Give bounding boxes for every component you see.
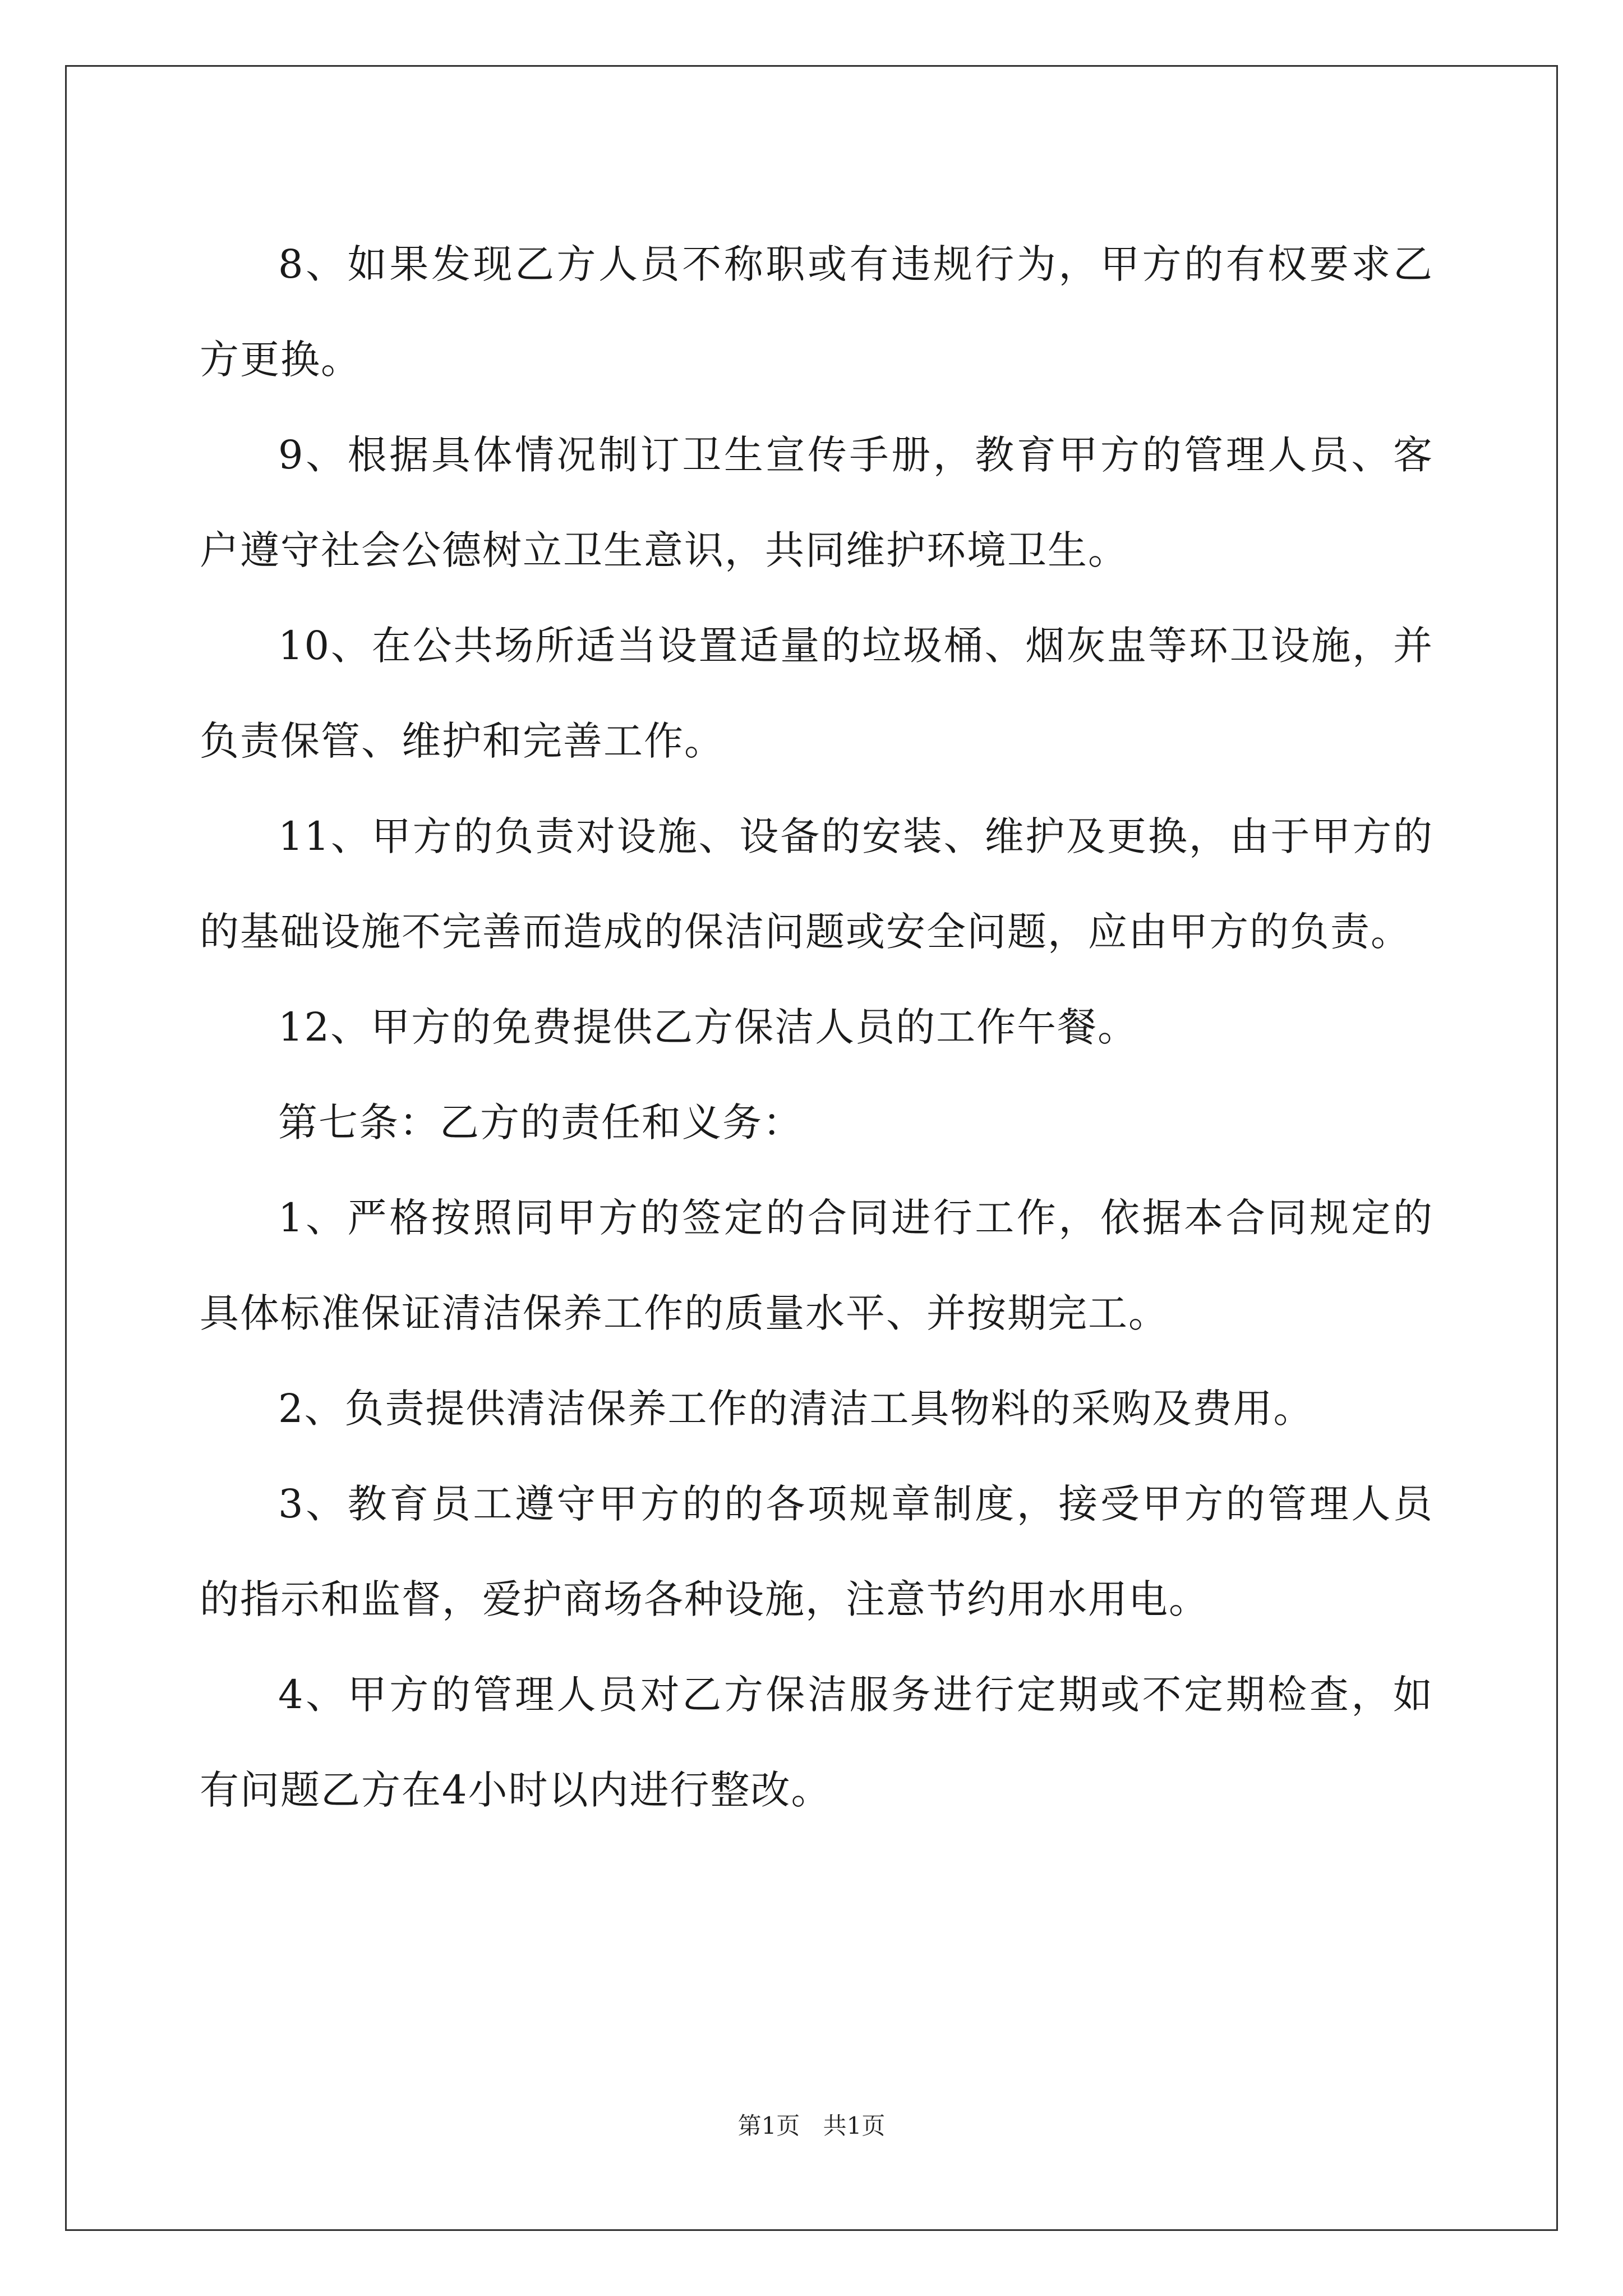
page-footer: [0, 2109, 1623, 2143]
paragraph-duty-1: 1、严格按照同甲方的签定的合同进行工作，依据本合同规定的具体标准保证清洁保养工作的质量水平、并按期完工。: [200, 1195, 1433, 1336]
paragraph-duty-3: 3、教育员工遵守甲方的的各项规章制度，接受甲方的管理人员的指示和监督，爱护商场各种设施，注意节约用水用电。: [200, 1481, 1433, 1622]
paragraph-clause-11: 11、甲方的负责对设施、设备的安装、维护及更换，由于甲方的的基础设施不完善而造成的保洁问题或安全问题，应由甲方的负责。: [200, 813, 1433, 955]
section-heading-article-7: 第七条：乙方的责任和义务：: [278, 1099, 803, 1145]
paragraph-clause-10: 10、在公共场所适当设置适量的垃圾桶、烟灰盅等环卫设施，并负责保管、维护和完善工作。: [200, 623, 1433, 764]
paragraph-clause-8: 8、如果发现乙方人员不称职或有违规行为，甲方的有权要求乙方更换。: [200, 241, 1433, 383]
document-body: [200, 217, 1433, 1838]
paragraph-clause-9: 9、根据具体情况制订卫生宣传手册，教育甲方的管理人员、客户遵守社会公德树立卫生意识，共同维护环境卫生。: [200, 432, 1433, 573]
page-number: 第1页: [737, 2112, 800, 2139]
paragraph-duty-4: 4、甲方的管理人员对乙方保洁服务进行定期或不定期检查，如有问题乙方在4小时以内进行整改。: [200, 1672, 1433, 1813]
paragraph-clause-12: 12、甲方的免费提供乙方保洁人员的工作午餐。: [278, 1004, 1138, 1050]
page-total: 共1页: [823, 2112, 886, 2139]
paragraph-duty-2: 2、负责提供清洁保养工作的清洁工具物料的采购及费用。: [278, 1386, 1314, 1432]
